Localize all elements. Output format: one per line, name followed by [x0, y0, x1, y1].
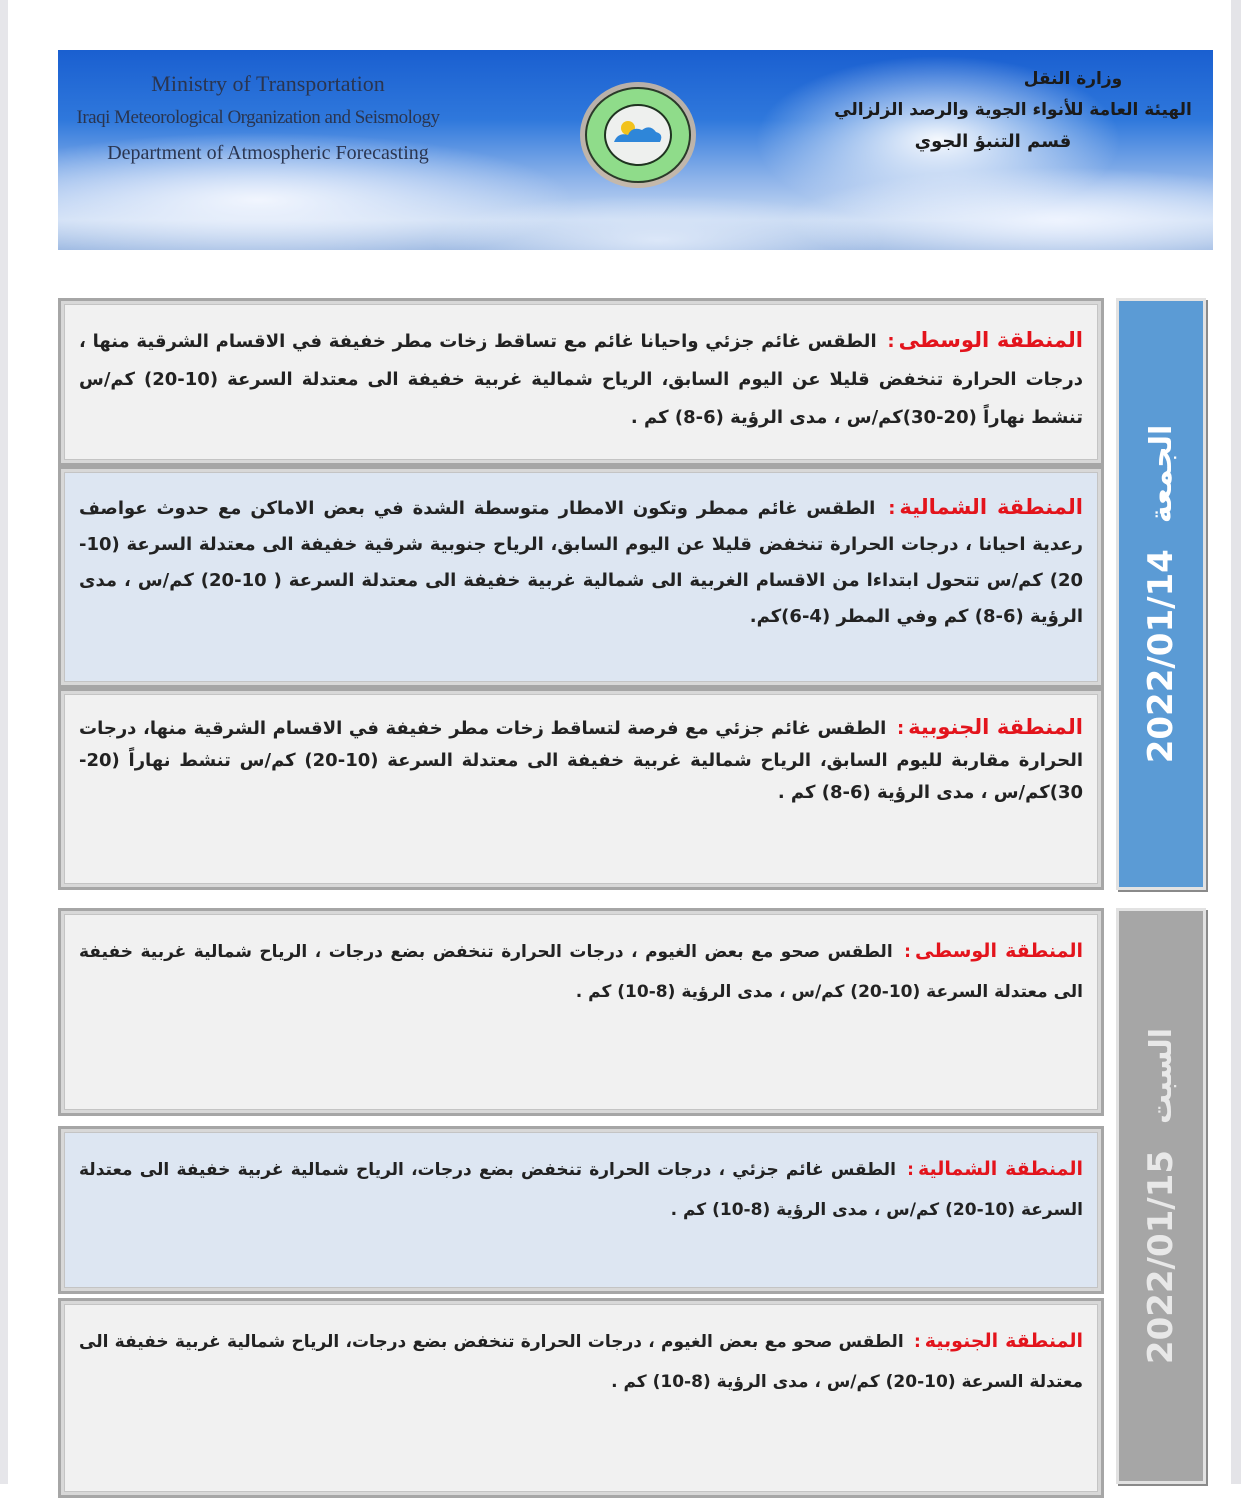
region-northern: [58, 1126, 1104, 1294]
organization-name-en: Iraqi Meteorological Organization and Seismology: [76, 107, 440, 128]
region-central: [58, 298, 1104, 466]
region-label: المنطقة الجنوبية: [908, 715, 1083, 739]
label-separator: :: [904, 942, 911, 962]
day-name: الجمعة: [1143, 424, 1179, 524]
forecast-text: الطقس غائم جزئي مع فرصة لتساقط زخات مطر خفيفة في الاقسام الشرقية منها، درجات الحرارة مقاربة لليوم السابق، الرياح شمالية غربية خفيفة الى معتدلة السرعة (10-20) كم/س تنشط نهاراً (20-30)كم/س ، مدى الرؤية (6-8) كم .: [79, 718, 1083, 803]
forecast-text: الطقس غائم جزئي واحيانا غائم مع تساقط زخات مطر خفيفة في الاقسام الشرقية منها ، درجات الحرارة تنخفض قليلا عن اليوم السابق، الرياح شمالية غربية خفيفة الى معتدلة السرعة (10-20) كم/س تنشط نهاراً (20-30)كم/س ، مدى الرؤية (6-8) كم .: [79, 331, 1083, 428]
region-label: المنطقة الوسطى: [914, 940, 1084, 962]
scrollbar[interactable]: [1231, 0, 1241, 1484]
forecast-text: الطقس غائم ممطر وتكون الامطار متوسطة الشدة في بعض الاماكن مع حدوث عواصف رعدية احيانا ، درجات الحرارة تنخفض قليلا عن اليوم السابق، الرياح جنوبية شرقية خفيفة الى معتدلة السرعة (10-20) كم/س تتحول ابتداءا من الاقسام الغربية الى شمالية غربية خفيفة الى معتدلة السرعة ( 10-20) كم/س ، مدى الرؤية (6-8) كم وفي المطر (4-6)كم.: [79, 498, 1084, 627]
ministry-name-ar: وزارة النقل: [1023, 69, 1123, 89]
region-northern: [58, 466, 1104, 688]
region-label: المنطقة الشمالية: [899, 495, 1083, 519]
forecast-text: الطقس صحو مع بعض الغيوم ، درجات الحرارة تنخفض بضع درجات، الرياح شمالية غربية خفيفة الى معتدلة السرعة (10-20) كم/س ، مدى الرؤية (8-10) كم .: [79, 1332, 1083, 1392]
date: 2022/01/15: [1141, 1150, 1181, 1365]
forecast-text: الطقس صحو مع بعض الغيوم ، درجات الحرارة تنخفض بضع درجات ، الرياح شمالية غربية خفيفة الى معتدلة السرعة (10-20) كم/س ، مدى الرؤية (8-10) كم .: [79, 942, 1083, 1002]
day-forecast-friday: [58, 298, 1208, 890]
day-forecast-saturday: [58, 908, 1208, 1484]
label-separator: :: [888, 498, 896, 519]
ministry-name-en: Ministry of Transportation: [151, 71, 385, 96]
page-left-edge: [0, 0, 8, 1484]
region-label: المنطقة الشمالية: [917, 1158, 1083, 1180]
region-southern: [58, 1298, 1104, 1498]
region-label: المنطقة الجنوبية: [924, 1330, 1083, 1352]
region-central: [58, 908, 1104, 1116]
organization-seal-logo: [578, 80, 698, 190]
organization-name-ar: الهيئة العامة للأنواء الجوية والرصد الزلزالي: [834, 100, 1192, 120]
region-label: المنطقة الوسطى: [898, 328, 1083, 352]
label-separator: :: [887, 331, 895, 352]
date-tab: [1116, 298, 1206, 890]
day-name: السبت: [1143, 1027, 1179, 1124]
forecast-text: الطقس غائم جزئي ، درجات الحرارة تنخفض بضع درجات، الرياح شمالية غربية خفيفة الى معتدلة السرعة (10-20) كم/س ، مدى الرؤية (8-10) كم .: [79, 1160, 1083, 1220]
date-tab: [1116, 908, 1206, 1484]
english-header: [78, 68, 458, 170]
arabic-header: [833, 64, 1193, 158]
label-separator: :: [896, 718, 905, 739]
label-separator: :: [907, 1160, 914, 1180]
department-name-en: Department of Atmospheric Forecasting: [107, 142, 429, 164]
label-separator: :: [913, 1332, 921, 1352]
date: 2022/01/14: [1141, 549, 1181, 764]
region-southern: [58, 688, 1104, 890]
header-banner: [58, 50, 1213, 250]
department-name-ar: قسم التنبؤ الجوي: [914, 131, 1072, 152]
